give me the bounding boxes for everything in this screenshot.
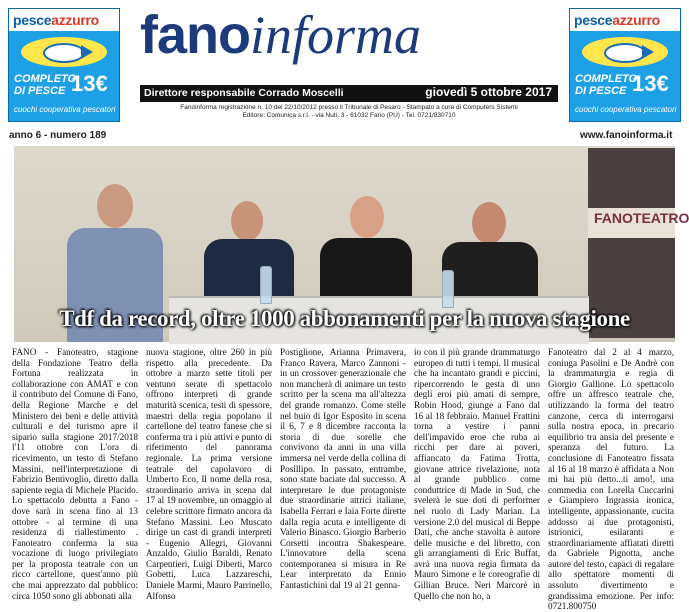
fish-logo-icon: [21, 37, 107, 67]
ad-header: [570, 9, 680, 31]
ad-offer-line2: DI PESCE: [14, 85, 66, 97]
ad-offer-line1: COMPLETO: [575, 73, 638, 85]
ad-brand-part2: azzurro: [51, 12, 99, 28]
ad-footer: cuochi cooperativa pescatori: [14, 105, 116, 114]
poster-label: FANOTEATRO: [594, 210, 689, 226]
article-column-3: Postiglione, Arianna Primavera, Franco Ravera, Marco Zannoni - in un crossover generazionale che non mancherà di animare un testo scritto per la scena ma all'altezza del grande romanzo. Come stelle nel buio di Igor Esposito in scena il 6, 7 e 8 dicembre racconta la storia di due sorelle che convivono da anni in una villa immersa nel verde della collina di Posillipo. In passato, entrambe, sono state baciate dal successo. A interpretare le due protagoniste due straordinarie attrici italiane, Isabella Ferrari e Iaia Forte dirette dalla regia acuta e intelligente di Valerio Binasco. Giorgio Barberio Corsetti incontra Shakespeare. L'innovatore della scena contemporanea si misura in Re Lear interpretato da Ennio Fantastichini dal 19 al 21 genna-: [280, 347, 406, 591]
water-bottle: [442, 270, 454, 308]
issue-date: giovedì 5 ottobre 2017: [425, 85, 552, 99]
ad-brand-part1: pesce: [13, 12, 52, 28]
ad-left[interactable]: [8, 8, 120, 122]
article-column-1: FANO - Fanoteatro, stagione della Fondazione Teatro della Fortuna realizzata in collaborazione con AMAT e con il contributo del Comune di Fano, della Regione Marche e del Ministero dei beni e delle attività culturali e del turismo apre il sipario sulla stagione 2017/2018 l'11 ottobre con L'ora di ricevimento, un testo di Stefano Massini, nell'interpretazione di Fabrizio Bentivoglio, diretto dalla sapiente regia di Michele Placido. Lo spettacolo debutta a Fano - dove sarà in scena fino al 13 ottobre - al termine di una residenza di riallestimento . Fanoteatro conferma la sua vocazione di luogo privilegiato per la proposta teatrale con un ricco cartellone, quest'anno più che mai apprezzato dal pubblico: circa 1050 sono gli abbonati alla: [12, 347, 138, 601]
article-body: [12, 347, 678, 612]
article-column-4: io con il più grande drammaturgo europeo di tutti i tempi. Il musical che ha incantato grandi e piccini, ripercorrendo le gesta di uno degli eroi più amati di sempre, Robin Hood, giunge a Fano dal 16 al 18 febbraio. Manuel Frattini torna a vestire i panni dell'impavido eroe che ruba ai ricchi per dare ai poveri, affiancato da Fatima Trotta, giovane attrice rivelazione, nota al grande pubblico come conduttrice di Made in Sud, che svelerà le sue doti di performer nel ruolo di Lady Marian. La versione 2.0 del musical di Beppe Dati, che anche stavolta è autore delle musiche e del libretto, con gli arrangiamenti di Eric Buffat, avrà una nuova regia firmata da Mauro Simone e le coreografie di Gillian Bruce. Neri Marcorè in Quello che non ho, a: [414, 347, 540, 601]
masthead-logo[interactable]: [140, 0, 421, 84]
ad-header: [9, 9, 119, 31]
registration-info: [140, 104, 558, 120]
issue-number: anno 6 - numero 189: [9, 130, 107, 141]
publisher-line: Editore: Comunica s.r.l. - via Nuti, 3 - 61032 Fano (PU) - Tel. 0721/830710: [242, 112, 456, 119]
ad-brand: [574, 12, 660, 28]
fish-logo-icon: [582, 37, 668, 67]
ad-footer: cuochi cooperativa pescatori: [575, 105, 677, 114]
ad-brand: [13, 12, 99, 28]
ad-offer: [575, 73, 637, 97]
masthead-logo-part1: fano: [140, 5, 250, 65]
director-credit: Direttore responsabile Corrado Moscelli: [144, 87, 344, 99]
article-column-5: Fanoteatro dal 2 al 4 marzo, coniuga Pasolini e De Andrè con la drammaturgia e regia di Giorgio Gallione. Lo spettacolo offre un affresco teatrale che, utilizzando la forma del teatro canzone, cerca di interrogarsi sulla nostra epoca, in precario equilibrio tra ansia del presente e speranza del futuro. La conclusione di Fanoteatro fissata al 16 al 18 marzo è affidata a Non mi hai più detto...ti amo!, una commedia con Lorella Cuccarini e Giampiero Ingrassia ironica, intelligente, appassionante, cucita addosso ai due protagonisti, istrionici, esilaranti e straordinariamente affiatati diretti da Gabriele Pignotta, anche autore del testo, capaci di regalare allo spettatore momenti di assoluto divertimento e grandissima emozione. Per info: 0721.800750: [548, 347, 674, 612]
registration-line: Fanoinforma registrazione n. 10 del 22/10/2012 presso il Tribunale di Pesaro - Stampato a cura di Computers Sistemi: [180, 104, 518, 111]
ad-price: 13€: [632, 71, 669, 96]
ad-offer: [14, 73, 76, 97]
ad-right[interactable]: [569, 8, 681, 122]
ad-offer-line1: COMPLETO: [14, 73, 77, 85]
water-bottle: [260, 266, 272, 304]
masthead: [140, 6, 560, 76]
article-headline: Tdf da record, oltre 1000 abbonamenti per la nuova stagione: [59, 306, 630, 331]
ad-brand-part2: azzurro: [612, 12, 660, 28]
ad-offer-line2: DI PESCE: [575, 85, 627, 97]
director-bar: [140, 85, 558, 102]
website-link[interactable]: www.fanoinforma.it: [580, 130, 673, 141]
ad-price: 13€: [71, 71, 108, 96]
ad-brand-part1: pesce: [574, 12, 613, 28]
article-column-2: nuova stagione, oltre 260 in più rispetto alla precedente. Da ottobre a marzo sette titoli per ventuno serate di spettacolo offrono interpreti di grande maturità scenica, testi di spessore, maestri della regia popolano il cartellone del teatro fanese che si conferma tra i più attivi e punto di riferimento del panorama regionale. La prima versione teatrale del capolavoro di Umberto Eco, Il nome della rosa, straordinario arriva in scena dal 17 al 19 novembre, un omaggio al celebre scrittore firmato ancora da Stefano Massini. Leo Muscato dirige un cast di grandi interpreti - Eugenio Allegri, Giovanni Anzaldo, Giulio Baraldi, Renato Carpentieri, Luigi Diberti, Marco Gobetti, Luca Lazzareschi, Daniele Marmi, Mauro Parrinello, Alfonso: [146, 347, 273, 601]
masthead-logo-part2: informa: [250, 5, 422, 65]
